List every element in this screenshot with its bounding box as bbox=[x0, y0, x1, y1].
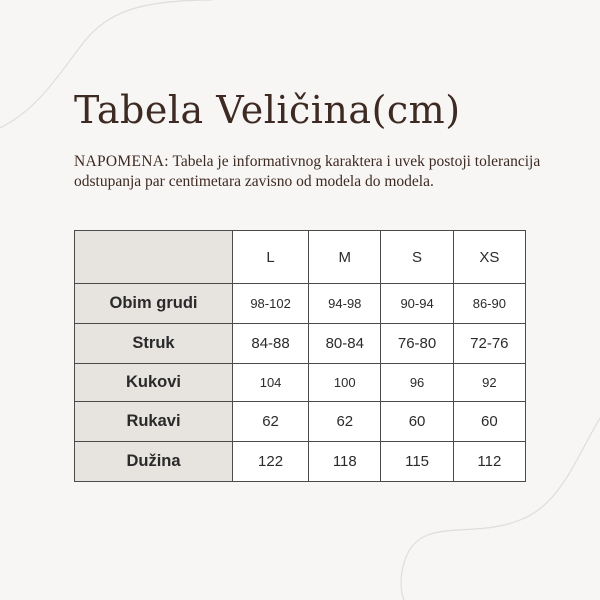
table-cell: 115 bbox=[381, 442, 453, 482]
size-header-xs: XS bbox=[453, 231, 525, 284]
table-cell: 84-88 bbox=[233, 324, 309, 364]
table-cell: 72-76 bbox=[453, 324, 525, 364]
table-cell: 112 bbox=[453, 442, 525, 482]
page-title: Tabela Veličina(cm) bbox=[74, 88, 461, 132]
table-cell: 100 bbox=[309, 364, 381, 402]
table-row-duzina bbox=[75, 442, 526, 482]
table-cell: 104 bbox=[233, 364, 309, 402]
size-header-row bbox=[75, 231, 526, 284]
table-cell: 118 bbox=[309, 442, 381, 482]
row-label-kukovi: Kukovi bbox=[75, 364, 233, 402]
size-note bbox=[74, 152, 544, 192]
row-label-obim-grudi: Obim grudi bbox=[75, 284, 233, 324]
table-cell: 76-80 bbox=[381, 324, 453, 364]
table-cell: 80-84 bbox=[309, 324, 381, 364]
table-cell: 90-94 bbox=[381, 284, 453, 324]
table-row-obim-grudi bbox=[75, 284, 526, 324]
table-row-rukavi bbox=[75, 402, 526, 442]
size-table bbox=[74, 230, 526, 482]
table-cell: 92 bbox=[453, 364, 525, 402]
table-cell: 96 bbox=[381, 364, 453, 402]
table-cell: 60 bbox=[381, 402, 453, 442]
row-label-struk: Struk bbox=[75, 324, 233, 364]
table-row-kukovi bbox=[75, 364, 526, 402]
table-cell: 86-90 bbox=[453, 284, 525, 324]
note-label: NAPOMENA: bbox=[74, 153, 169, 170]
table-cell: 62 bbox=[309, 402, 381, 442]
table-row-struk bbox=[75, 324, 526, 364]
table-cell: 62 bbox=[233, 402, 309, 442]
row-label-duzina: Dužina bbox=[75, 442, 233, 482]
table-cell: 94-98 bbox=[309, 284, 381, 324]
row-label-rukavi: Rukavi bbox=[75, 402, 233, 442]
table-cell: 122 bbox=[233, 442, 309, 482]
table-corner-cell bbox=[75, 231, 233, 284]
size-header-s: S bbox=[381, 231, 453, 284]
table-cell: 98-102 bbox=[233, 284, 309, 324]
table-cell: 60 bbox=[453, 402, 525, 442]
size-header-m: M bbox=[309, 231, 381, 284]
size-header-l: L bbox=[233, 231, 309, 284]
note-text: Tabela je informativnog karaktera i uvek postoji tolerancija odstupanja par centimetara zavisno od modela do modela. bbox=[74, 153, 541, 190]
